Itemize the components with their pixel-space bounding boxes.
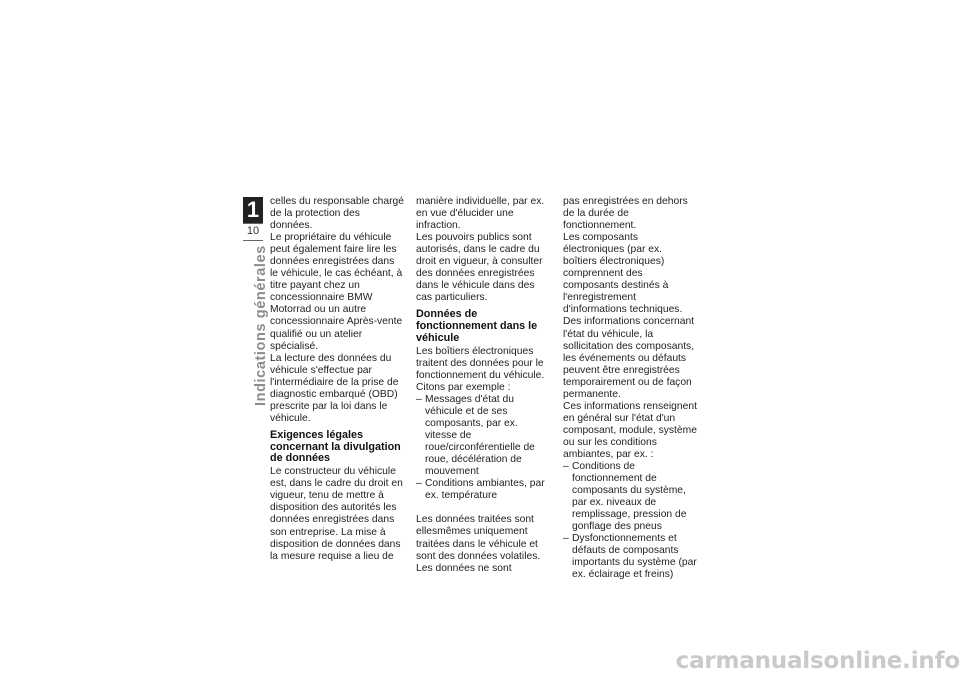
paragraph: Citons par exemple : [416,381,511,393]
list-item: – Conditions ambiantes, par ex. température [416,478,550,502]
chapter-number-badge: 1 [243,197,263,223]
paragraph: Le propriétaire du véhicule peut également faire lire les données enregistrées dans le véhicule, le cas échéant, à titre payant chez un concessionnaire BMW Motorrad ou un autre concessionnaire Après-vente qualifié ou un atelier spécialisé. [270,232,403,352]
list-item: – Dysfonctionnements et défauts de composants importants du système (par ex. éclairage et freins) [563,533,697,581]
chapter-title: Indications générales [253,245,269,406]
divider [243,240,263,241]
page-number: 10 [246,225,260,237]
text-column-2 [416,196,550,575]
paragraph: La lecture des données du véhicule s'effectue par l'intermédiaire de la prise de diagnostic embarqué (OBD) prescrite par la loi dans le véhicule. [270,352,399,424]
paragraph: Les pouvoirs publics sont autorisés, dans le cadre du droit en vigueur, à consulter des données enregistrées dans le véhicule dans des cas particuliers. [416,232,543,304]
paragraph: pas enregistrées en dehors de la durée de fonctionnement. [563,196,688,232]
section-heading: Données de fonctionnement dans le véhicule [416,308,538,345]
divider [243,223,263,224]
paragraph: celles du responsable chargé de la protection des données. [270,196,404,232]
list-item: – Conditions de fonctionnement de composants du système, par ex. niveaux de remplissage, pression de gonflage des pneus [563,461,697,533]
paragraph: manière individuelle, par ex. en vue d'élucider une infraction. [416,196,545,232]
paragraph: Les composants électroniques (par ex. boîtiers électroniques) comprennent des composants destinés à l'enregistrement d'informations techniques. Des informations concernant l'état du véhicule, la sollicitation des composants, les événements ou défauts peuvent être enregistrées temporairement ou de façon permanente. [563,232,695,400]
section-heading: Exigences légales concernant la divulgation de données [270,428,401,465]
paragraph: Les boîtiers électroniques traitent des données pour le fonctionnement du véhicule. [416,345,545,381]
bullet-list [416,394,550,502]
list-item: – Messages d'état du véhicule et de ses composants, par ex. vitesse de roue/circonférentielle de roue, décélération de mouvement [416,394,550,478]
paragraph: Le constructeur du véhicule est, dans le cadre du droit en vigueur, tenu de mettre à disposition des autorités les données enregistrées dans son entreprise. La mise à disposition de données dans la mesure requise a lieu de [270,466,403,562]
text-column-3 [563,196,697,582]
paragraph: Les données traitées sont ellesmêmes uniquement traitées dans le véhicule et sont des données volatiles. Les données ne sont [416,514,541,574]
text-column-1 [270,196,404,563]
paragraph: Ces informations renseignent en général sur l'état d'un composant, module, système ou sur les conditions ambiantes, par ex. : [563,400,697,460]
bullet-list [563,461,697,581]
watermark: carmanualsonline.info [675,648,960,674]
